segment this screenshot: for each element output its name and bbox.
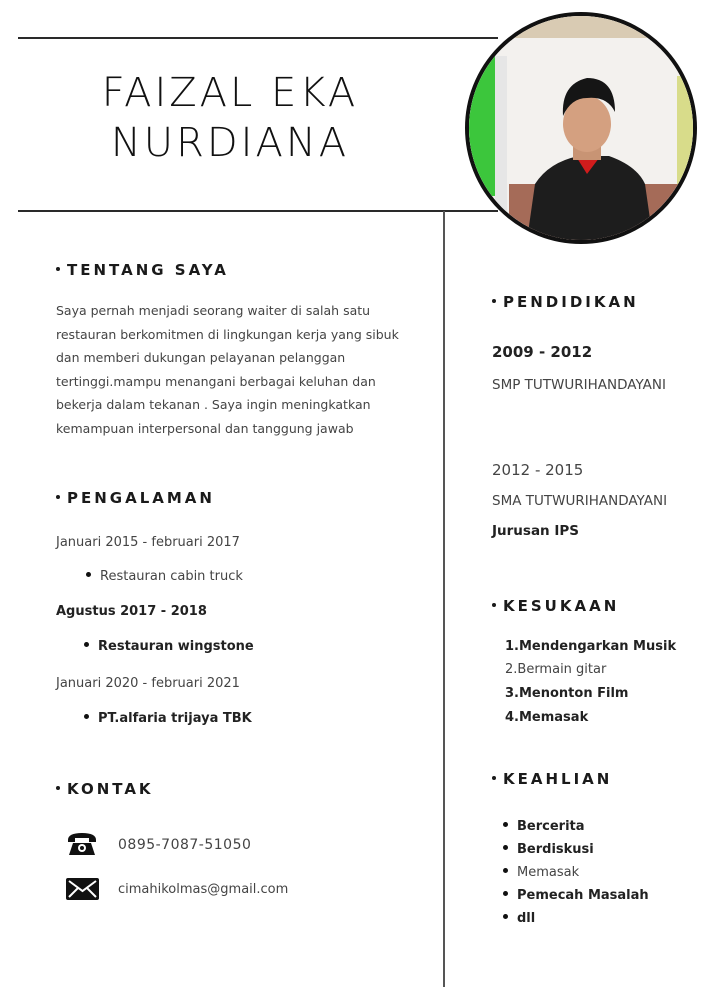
profile-photo	[465, 12, 697, 244]
experience-place-3: PT.alfaria trijaya TBK	[84, 711, 252, 726]
experience-place-1: Restauran cabin truck	[86, 569, 243, 584]
bullet-icon	[492, 603, 496, 607]
education-title-text: PENDIDIKAN	[503, 293, 639, 311]
contact-title-text: KONTAK	[67, 780, 154, 798]
experience-period-2: Agustus 2017 - 2018	[56, 604, 207, 619]
experience-title-text: PENGALAMAN	[67, 489, 215, 507]
name-line-1: FAIZAL EKA	[101, 70, 359, 116]
section-title-education	[492, 293, 639, 311]
section-title-experience	[56, 489, 215, 507]
column-divider	[443, 211, 445, 987]
experience-place-2: Restauran wingstone	[84, 639, 254, 654]
skill-item-5: dll	[503, 911, 535, 926]
skills-title-text: KEAHLIAN	[503, 770, 613, 788]
contact-email[interactable]: cimahikolmas@gmail.com	[118, 882, 289, 897]
phone-icon	[66, 832, 98, 856]
header-bottom-rule	[18, 210, 498, 212]
contact-phone: 0895-7087-51050	[118, 837, 252, 853]
skill-item-1: Bercerita	[503, 819, 585, 834]
hobby-item-2: 2.Bermain gitar	[505, 662, 607, 677]
education-school-1: SMP TUTWURIHANDAYANI	[492, 377, 666, 393]
about-title-text: TENTANG SAYA	[67, 261, 229, 279]
email-icon	[66, 878, 99, 900]
education-school-2: SMA TUTWURIHANDAYANI	[492, 493, 668, 509]
section-title-hobbies	[492, 597, 619, 615]
bullet-icon	[56, 786, 60, 790]
skill-item-4: Pemecah Masalah	[503, 888, 649, 903]
hobby-item-4: 4.Memasak	[505, 710, 589, 725]
hobbies-title-text: KESUKAAN	[503, 597, 620, 615]
skill-item-3: Memasak	[503, 865, 579, 880]
person-photo-icon	[469, 16, 693, 240]
bullet-icon	[56, 495, 60, 499]
section-title-skills	[492, 770, 612, 788]
education-period-2: 2012 - 2015	[492, 461, 584, 479]
education-period-1: 2009 - 2012	[492, 343, 593, 361]
about-text: Saya pernah menjadi seorang waiter di salah satu restauran berkomitmen di lingkungan kerja yang sibuk dan memberi dukungan pelayanan pelanggan tertinggi.mampu menangani berbagai keluhan dan bekerja dalam tekanan . Saya ingin meningkatkan kemampuan interpersonal dan tanggung jawab	[56, 303, 399, 436]
section-title-about	[56, 261, 229, 279]
name-line-2: NURDIANA	[110, 120, 350, 166]
experience-period-1: Januari 2015 - februari 2017	[56, 535, 240, 550]
bullet-icon	[56, 267, 60, 271]
header-top-rule	[18, 37, 498, 39]
education-major-2: Jurusan IPS	[492, 523, 579, 539]
hobby-item-3: 3.Menonton Film	[505, 686, 629, 701]
bullet-icon	[492, 776, 496, 780]
hobby-item-1: 1.Mendengarkan Musik	[505, 639, 677, 654]
bullet-icon	[492, 299, 496, 303]
experience-period-3: Januari 2020 - februari 2021	[56, 676, 240, 691]
section-title-contact	[56, 780, 154, 798]
skill-item-2: Berdiskusi	[503, 842, 594, 857]
full-name	[60, 68, 400, 168]
